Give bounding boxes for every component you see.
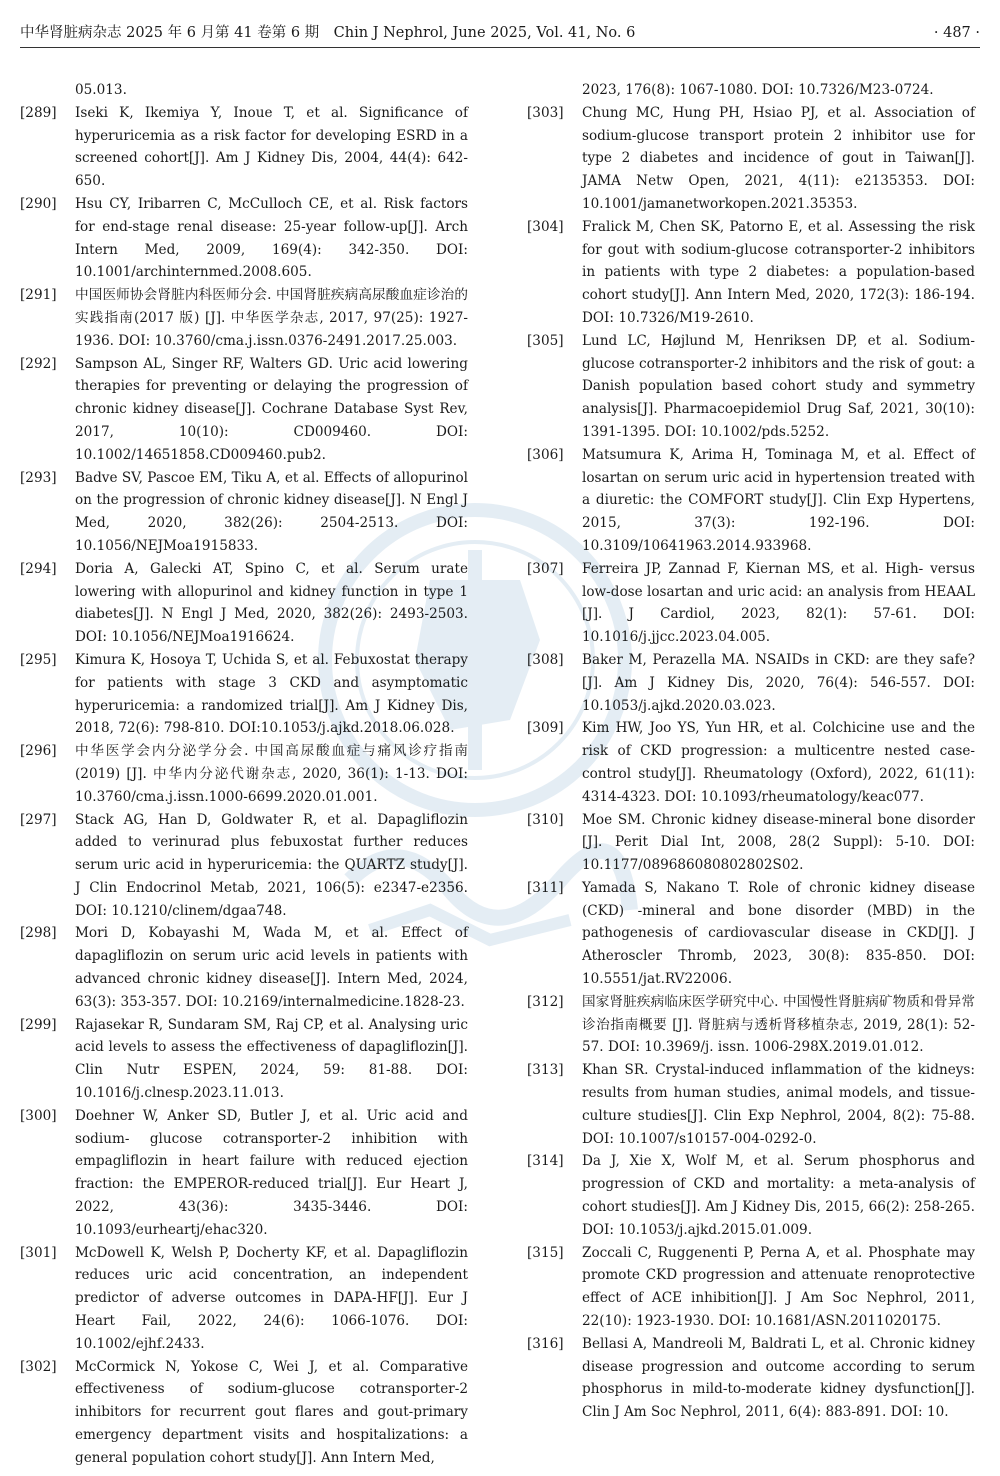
- references-left-column: [20, 79, 468, 1470]
- reference-number: [309]: [527, 720, 564, 737]
- reference-number: [315]: [527, 1244, 564, 1261]
- running-header: [20, 22, 980, 44]
- reference-entry: [20, 649, 468, 740]
- reference-number: [294]: [20, 560, 57, 577]
- reference-entry: [527, 809, 975, 877]
- reference-number: [299]: [20, 1016, 57, 1033]
- reference-number: [302]: [20, 1358, 57, 1375]
- reference-text: Doria A, Galecki AT, Spino C, et al. Serum urate lowering with allopurinol and kidney function in type 1 diabetes[J]. N Engl J Med, 2020, 382(26): 2493-2503. DOI: 10.1056/NEJMoa1916624.: [75, 560, 468, 646]
- reference-entry: [527, 1150, 975, 1241]
- reference-text: McDowell K, Welsh P, Docherty KF, et al. Dapagliflozin reduces uric acid concentration, an independent predictor of adverse outcomes in DAPA-HF[J]. Eur J Heart Fail, 2022, 24(6): 1066-1076. DOI: 10.1002/ejhf.2433.: [75, 1244, 468, 1352]
- reference-entry: [527, 444, 975, 558]
- reference-text: Yamada S, Nakano T. Role of chronic kidney disease (CKD) -mineral and bone disorder (MBD) in the pathogenesis of cardiovascular disease in CKD[J]. J Atheroscler Thromb, 2023, 30(8): 835-850. DOI: 10.5551/jat.RV22006.: [582, 879, 975, 988]
- reference-text: Iseki K, Ikemiya Y, Inoue T, et al. Significance of hyperuricemia as a risk factor for developing ESRD in a screened cohort[J]. Am J Kidney Dis, 2004, 44(4): 642-650.: [75, 104, 468, 190]
- reference-entry: [527, 991, 975, 1059]
- reference-entry: [527, 558, 975, 649]
- reference-entry: [20, 809, 468, 923]
- reference-entry: [527, 717, 975, 808]
- reference-entry: [527, 1333, 975, 1424]
- reference-entry: [527, 102, 975, 216]
- reference-number: [307]: [527, 560, 564, 577]
- reference-entry: [20, 284, 468, 352]
- journal-citation: 中华肾脏病杂志 2025 年 6 月第 41 卷第 6 期 Chin J Nephrol, June 2025, Vol. 41, No. 6: [20, 25, 636, 41]
- reference-number: [301]: [20, 1244, 57, 1261]
- reference-number: [305]: [527, 332, 564, 349]
- reference-text: Moe SM. Chronic kidney disease-mineral bone disorder [J]. Perit Dial Int, 2008, 28(2 Suppl): 5-10. DOI: 10.1177/089686080802802S02.: [582, 811, 975, 874]
- reference-number: [297]: [20, 811, 57, 828]
- reference-number: [300]: [20, 1107, 57, 1124]
- reference-entry: [20, 193, 468, 284]
- reference-entry: [20, 922, 468, 1013]
- reference-entry: [20, 102, 468, 193]
- reference-number: [303]: [527, 104, 564, 121]
- reference-text: Sampson AL, Singer RF, Walters GD. Uric acid lowering therapies for preventing or delaying the progression of chronic kidney disease[J]. Cochrane Database Syst Rev, 2017, 10(10): CD009460. DOI: 10.1002/14651858.CD009460.pub2.: [75, 355, 468, 463]
- reference-text: Lund LC, Højlund M, Henriksen DP, et al. Sodium-glucose cotransporter-2 inhibitors and the risk of gout: a Danish population based cohort study and symmetry analysis[J]. Pharmacoepidemiol Drug Saf, 2021, 30(10): 1391-1395. DOI: 10.1002/pds.5252.: [582, 332, 975, 440]
- reference-number: [296]: [20, 743, 57, 760]
- reference-entry: [527, 79, 975, 102]
- reference-entry: [20, 740, 468, 808]
- reference-text: Stack AG, Han D, Goldwater R, et al. Dapagliflozin added to verinurad plus febuxostat further reduces serum uric acid in hyperuricemia: the QUARTZ study[J]. J Clin Endocrinol Metab, 2021, 106(5): e2347-e2356. DOI: 10.1210/clinem/dgaa748.: [75, 811, 468, 919]
- reference-text: Zoccali C, Ruggenenti P, Perna A, et al. Phosphate may promote CKD progression and attenuate renoprotective effect of ACE inhibition[J]. J Am Soc Nephrol, 2011, 22(10): 1923-1930. DOI: 10.1681/ASN.2011020175.: [582, 1244, 975, 1330]
- page-number: · 487 ·: [933, 25, 980, 41]
- reference-text: Ferreira JP, Zannad F, Kiernan MS, et al. High- versus low-dose losartan and uric acid: an analysis from HEAAL [J]. J Cardiol, 2023, 82(1): 57-61. DOI: 10.1016/j.jjcc.2023.04.005.: [582, 560, 975, 646]
- reference-number: [298]: [20, 925, 57, 942]
- reference-entry: [527, 649, 975, 717]
- reference-number: [304]: [527, 218, 564, 235]
- reference-number: [310]: [527, 811, 564, 828]
- reference-text: Badve SV, Pascoe EM, Tiku A, et al. Effects of allopurinol on the progression of chronic kidney disease[J]. N Engl J Med, 2020, 382(26): 2504-2513. DOI: 10.1056/NEJMoa1915833.: [75, 469, 468, 554]
- reference-text: Hsu CY, Iribarren C, McCulloch CE, et al. Risk factors for end-stage renal disease: 25-year follow-up[J]. Arch Intern Med, 2009, 169(4): 342-350. DOI: 10.1001/archinternmed.2008.605.: [75, 195, 468, 281]
- reference-number: [311]: [527, 879, 564, 896]
- reference-number: [313]: [527, 1062, 564, 1079]
- reference-text: 中华医学会内分泌学分会. 中国高尿酸血症与痛风诊疗指南(2019) [J]. 中华内分泌代谢杂志, 2020, 36(1): 1-13. DOI: 10.3760/cma.j.issn.1000-6699.2020.01.001.: [75, 743, 468, 805]
- reference-number: [291]: [20, 287, 57, 304]
- reference-text: Chung MC, Hung PH, Hsiao PJ, et al. Association of sodium-glucose transport protein 2 inhibitor use for type 2 diabetes and incidence of gout in Taiwan[J]. JAMA Netw Open, 2021, 4(11): e2135353. DOI: 10.1001/jamanetworkopen.2021.35353.: [582, 104, 975, 212]
- reference-text: Matsumura K, Arima H, Tominaga M, et al. Effect of losartan on serum uric acid in hypertension treated with a diuretic: the COMFORT study[J]. Clin Exp Hypertens, 2015, 37(3): 192-196. DOI: 10.3109/10641963.2014.933968.: [582, 446, 975, 554]
- reference-number: [293]: [20, 469, 57, 486]
- reference-text: Da J, Xie X, Wolf M, et al. Serum phosphorus and progression of CKD and mortality: a meta-analysis of cohort studies[J]. Am J Kidney Dis, 2015, 66(2): 258-265. DOI: 10.1053/j.ajkd.2015.01.009.: [582, 1153, 975, 1238]
- reference-entry: [20, 1242, 468, 1356]
- reference-number: [289]: [20, 104, 57, 121]
- reference-text: Baker M, Perazella MA. NSAIDs in CKD: are they safe?[J]. Am J Kidney Dis, 2020, 76(4): 546-557. DOI: 10.1053/j.ajkd.2020.03.023.: [582, 651, 975, 714]
- reference-entry: [20, 1105, 468, 1242]
- reference-entry: [20, 79, 468, 102]
- reference-entry: [20, 467, 468, 558]
- reference-text: Rajasekar R, Sundaram SM, Raj CP, et al. Analysing uric acid levels to assess the effectiveness of dapagliflozin[J]. Clin Nutr ESPEN, 2024, 59: 81-88. DOI: 10.1016/j.clnesp.2023.11.013.: [75, 1016, 468, 1102]
- reference-entry: [20, 1014, 468, 1105]
- reference-number: [314]: [527, 1153, 564, 1170]
- reference-entry: [527, 216, 975, 330]
- reference-text: Khan SR. Crystal-induced inflammation of the kidneys: results from human studies, animal models, and tissue-culture studies[J]. Clin Exp Nephrol, 2004, 8(2): 75-88. DOI: 10.1007/s10157-004-0292-0.: [582, 1062, 975, 1147]
- reference-text: Fralick M, Chen SK, Patorno E, et al. Assessing the risk for gout with sodium-glucose cotransporter-2 inhibitors in patients with type 2 diabetes: a population-based cohort study[J]. Ann Intern Med, 2020, 172(3): 186-194. DOI: 10.7326/M19-2610.: [582, 218, 975, 326]
- reference-text: Mori D, Kobayashi M, Wada M, et al. Effect of dapagliflozin on serum uric acid levels in patients with advanced chronic kidney disease[J]. Intern Med, 2024, 63(3): 353-357. DOI: 10.2169/internalmedicine.1828-23.: [75, 925, 468, 1010]
- reference-entry: [527, 1059, 975, 1150]
- reference-number: [292]: [20, 355, 57, 372]
- reference-text: Bellasi A, Mandreoli M, Baldrati L, et al. Chronic kidney disease progression and outcome according to serum phosphorus in mild-to-moderate kidney dysfunction[J]. Clin J Am Soc Nephrol, 2011, 6(4): 883-891. DOI: 10.: [582, 1335, 975, 1421]
- header-divider: [20, 47, 980, 48]
- reference-entry: [20, 353, 468, 467]
- reference-entry: [527, 330, 975, 444]
- reference-entry: [20, 558, 468, 649]
- reference-text: 中国医师协会肾脏内科医师分会. 中国肾脏疾病高尿酸血症诊治的实践指南(2017 版) [J]. 中华医学杂志, 2017, 97(25): 1927-1936. DOI: 10.3760/cma.j.issn.0376-2491.2017.25.003.: [75, 287, 468, 349]
- reference-text: Doehner W, Anker SD, Butler J, et al. Uric acid and sodium- glucose cotransporter-2 inhibition with empagliflozin in heart failure with reduced ejection fraction: the EMPEROR-reduced trial[J]. Eur Heart J, 2022, 43(36): 3435-3446. DOI: 10.1093/eurheartj/ehac320.: [75, 1107, 468, 1238]
- reference-entry: [20, 1356, 468, 1470]
- reference-text: 2023, 176(8): 1067-1080. DOI: 10.7326/M23-0724.: [582, 82, 934, 98]
- reference-number: [316]: [527, 1335, 564, 1352]
- reference-text: 国家肾脏疾病临床医学研究中心. 中国慢性肾脏病矿物质和骨异常诊治指南概要 [J]. 肾脏病与透析肾移植杂志, 2019, 28(1): 52-57. DOI: 10.3969/j. issn. 1006-298X.2019.01.012.: [582, 993, 975, 1056]
- reference-text: 05.013.: [75, 82, 127, 98]
- reference-text: Kimura K, Hosoya T, Uchida S, et al. Febuxostat therapy for patients with stage 3 CKD and asymptomatic hyperuricemia: a randomized trial[J]. Am J Kidney Dis, 2018, 72(6): 798-810. DOI:10.1053/j.ajkd.2018.06.028.: [75, 651, 468, 737]
- reference-number: [306]: [527, 446, 564, 463]
- reference-entry: [527, 877, 975, 991]
- reference-number: [312]: [527, 993, 564, 1010]
- references-right-column: [527, 79, 975, 1424]
- reference-text: McCormick N, Yokose C, Wei J, et al. Comparative effectiveness of sodium-glucose cotransporter-2 inhibitors for recurrent gout flares and gout-primary emergency department visits and hospitalizations: a general population cohort study[J]. Ann Intern Med,: [75, 1358, 468, 1466]
- reference-number: [308]: [527, 651, 564, 668]
- reference-text: Kim HW, Joo YS, Yun HR, et al. Colchicine use and the risk of CKD progression: a multicentre nested case-control study[J]. Rheumatology (Oxford), 2022, 61(11): 4314-4323. DOI: 10.1093/rheumatology/keac077.: [582, 720, 975, 805]
- reference-number: [290]: [20, 195, 57, 212]
- reference-entry: [527, 1242, 975, 1333]
- reference-number: [295]: [20, 651, 57, 668]
